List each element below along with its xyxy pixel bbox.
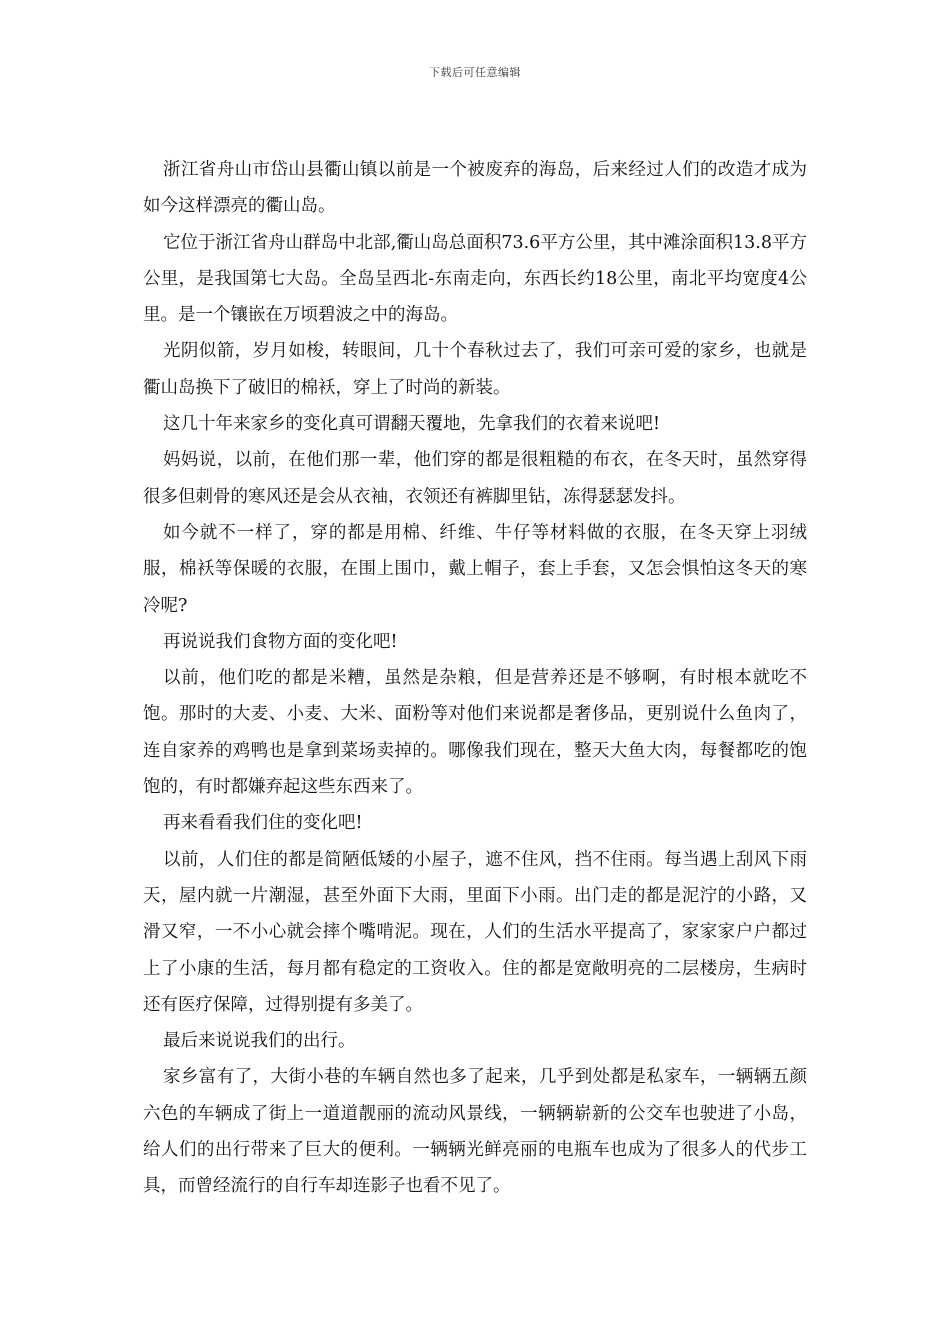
paragraph-11: 最后来说说我们的出行。	[163, 1031, 356, 1052]
paragraph-12: 家乡富有了，大街小巷的车辆自然也多了起来，几乎到处都是私家车，一辆辆五颜六色的车辆成了街上一道道靓丽的流动风景线，一辆辆崭新的公交车也驶进了小岛，给人们的出行带来了巨大的便利。一辆辆光鲜亮丽的电瓶车也成为了很多人的代步工具，而曾经流行的自行车却连影子也看不见了。	[143, 1067, 807, 1197]
page-header: 下载后可任意编辑	[429, 66, 521, 79]
paragraph-4: 这几十年来家乡的变化真可谓翻天覆地，先拿我们的衣着来说吧!	[163, 414, 661, 435]
paragraph-2: 它位于浙江省舟山群岛中北部,衢山岛总面积73.6平方公里，其中滩涂面积13.8平方公里，是我国第七大岛。全岛呈西北-东南走向，东西长约18公里，南北平均宽度4公里。是一个镶嵌在万顷碧波之中的海岛。	[143, 232, 807, 326]
paragraph-6: 如今就不一样了，穿的都是用棉、纤维、牛仔等材料做的衣服，在冬天穿上羽绒服，棉袄等保暖的衣服，在围上围巾，戴上帽子，套上手套，又怎会惧怕这冬天的寒冷呢?	[143, 522, 807, 616]
paragraph-1: 浙江省舟山市岱山县衢山镇以前是一个被废弃的海岛，后来经过人们的改造才成为如今这样漂亮的衢山岛。	[143, 160, 807, 217]
paragraph-9: 再来看看我们住的变化吧!	[163, 813, 363, 834]
paragraph-10: 以前，人们住的都是简陋低矮的小屋子，遮不住风，挡不住雨。每当遇上刮风下雨天，屋内就一片潮湿，甚至外面下大雨，里面下小雨。出门走的都是泥泞的小路，又滑又窄，一不小心就会摔个嘴啃泥。现在，人们的生活水平提高了，家家家户户都过上了小康的生活，每月都有稳定的工资收入。住的都是宽敞明亮的二层楼房，生病时还有医疗保障，过得别提有多美了。	[143, 849, 807, 1015]
paragraph-5: 妈妈说，以前，在他们那一辈，他们穿的都是很粗糙的布衣，在冬天时，虽然穿得很多但刺骨的寒风还是会从衣袖，衣领还有裤脚里钻，冻得瑟瑟发抖。	[143, 450, 807, 507]
paragraph-3: 光阴似箭，岁月如梭，转眼间，几十个春秋过去了，我们可亲可爱的家乡，也就是衢山岛换下了破旧的棉袄，穿上了时尚的新装。	[143, 341, 807, 398]
paragraph-7: 再说说我们食物方面的变化吧!	[163, 631, 398, 652]
paragraph-8: 以前，他们吃的都是米糟，虽然是杂粮，但是营养还是不够啊，有时根本就吃不饱。那时的大麦、小麦、大米、面粉等对他们来说都是奢侈品，更别说什么鱼肉了，连自家养的鸡鸭也是拿到菜场卖掉的。哪像我们现在，整天大鱼大肉，每餐都吃的饱饱的，有时都嫌弃起这些东西来了。	[143, 668, 807, 798]
document-body	[143, 152, 807, 1205]
